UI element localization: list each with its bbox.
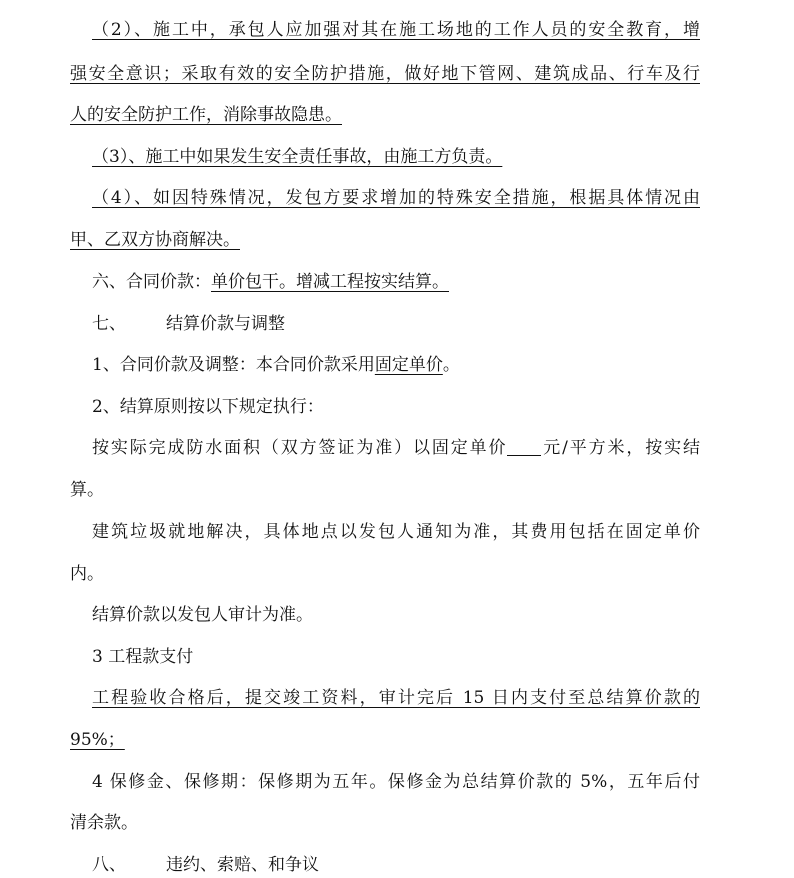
p3-text-a: 按实际完成防水面积（双方签证为准）以固定单价: [92, 438, 508, 458]
clause7-p3-line1: [92, 437, 700, 459]
clause7-heading: [92, 313, 285, 335]
item4-line1: （4）、如因特殊情况，发包方要求增加的特殊安全措施，根据具体情况由: [92, 188, 700, 208]
item2-line1: （2）、施工中，承包人应加强对其在施工场地的工作人员的安全教育，增: [92, 20, 700, 40]
unit-price-blank: [507, 438, 541, 456]
clause7-title: 结算价款与调整: [166, 314, 285, 334]
clause8-number: 八、: [92, 855, 126, 875]
clause7-p2: 2、结算原则按以下规定执行：: [92, 397, 324, 417]
clause7-p4-line1: 建筑垃圾就地解决，具体地点以发包人通知为准，其费用包括在固定单价: [92, 522, 700, 542]
clause7-number: 七、: [92, 314, 126, 334]
item2-line3: 人的安全防护工作，消除事故隐患。: [70, 105, 342, 125]
clause7-p1: [92, 354, 460, 376]
clause6-value: 单价包干。增减工程按实结算。: [211, 272, 449, 292]
clause8-heading: [92, 854, 319, 876]
p1-value: 固定单价: [374, 355, 443, 375]
clause7-p8-line1: 4 保修金、保修期：保修期为五年。保修金为总结算价款的 5%，五年后付: [92, 772, 700, 792]
clause6-label: 六、合同价款：: [92, 272, 211, 292]
clause7-p7-line1: 工程验收合格后，提交竣工资料，审计完后 15 日内支付至总结算价款的: [92, 688, 700, 708]
item2-line2: 强安全意识；采取有效的安全防护措施，做好地下管网、建筑成品、行车及行: [70, 64, 700, 84]
clause7-p8-line2: 清余款。: [70, 813, 138, 833]
item4-line2: 甲、乙双方协商解决。: [70, 230, 240, 250]
p1-label: 1、合同价款及调整：本合同价款采用: [92, 355, 375, 375]
clause7-p5: 结算价款以发包人审计为准。: [92, 605, 313, 625]
clause7-p7-line2: 95%；: [70, 730, 125, 750]
clause7-p4-line2: 内。: [70, 564, 104, 584]
clause7-p3-line2: 算。: [70, 480, 104, 500]
p1-end: 。: [442, 355, 460, 375]
clause8-title: 违约、索赔、和争议: [166, 855, 319, 875]
clause7-p6: 3 工程款支付: [92, 647, 194, 667]
clause6-line: [92, 271, 449, 293]
p3-text-b: 元/平方米，按实结: [541, 438, 701, 458]
item3-line: （3）、施工中如果发生安全责任事故，由施工方负责。: [92, 147, 503, 167]
